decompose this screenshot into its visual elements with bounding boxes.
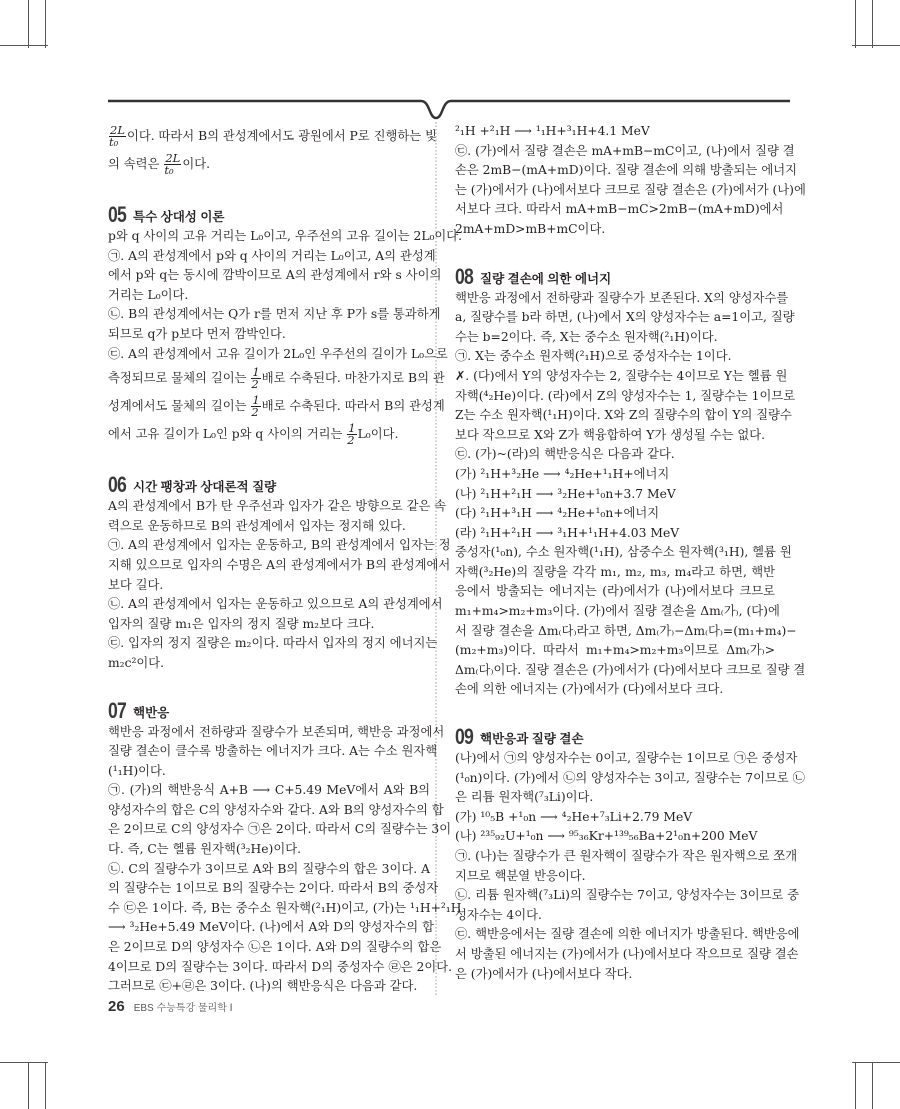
text-segment: 되므로 q가 p보다 먼저 깜박인다. — [108, 326, 286, 341]
text-line — [455, 906, 775, 926]
paragraph — [108, 860, 462, 997]
text-segment: ㉠. X는 중수소 원자핵(²₁H)으로 중성자수는 1이다. — [455, 349, 732, 364]
text-segment: 핵반응 과정에서 전하량과 질량수가 보존된다. X의 양성자수를 — [455, 290, 789, 305]
fraction — [347, 423, 356, 446]
paragraph — [108, 781, 452, 859]
text-segment: ㉠. A의 관성계에서 p와 q 사이의 거리는 L₀이고, A의 관성계 — [108, 248, 436, 263]
text-segment: 거리는 L₀이다. — [108, 287, 189, 302]
text-line — [108, 227, 463, 247]
text-line — [455, 641, 775, 661]
text-segment: (m₂+m₃)이다. 따라서 m₁+m₄>m₂+m₃이므로 Δm₍가₎> — [455, 643, 775, 658]
text-line — [108, 840, 430, 860]
text-line — [108, 654, 430, 674]
text-segment: 자핵(³₂He)의 질량을 각각 m₁, m₂, m₃, m₄라고 하면, 핵반 — [455, 564, 775, 579]
text-segment: (나) ²³⁵₉₂U+¹₀n ⟶ ⁹⁵₃₆Kr+¹³⁹₅₆Ba+2¹₀n+200 MeV — [455, 829, 758, 844]
equation-line — [455, 465, 775, 485]
text-line — [455, 200, 784, 220]
text-line — [108, 595, 443, 615]
paragraph — [108, 634, 438, 673]
paragraph — [108, 227, 463, 247]
text-segment: 에서 고유 길이가 L₀인 p와 q 사이의 거리는 — [108, 427, 347, 442]
text-line — [108, 781, 430, 801]
text-segment: 입자의 질량 m₁은 입자의 정지 질량 m₂보다 크다. — [108, 616, 375, 631]
text-line — [455, 220, 775, 240]
text-line — [108, 820, 452, 840]
fraction-denominator: t₀ — [164, 163, 174, 177]
paragraph — [108, 305, 441, 344]
text-line — [455, 788, 775, 808]
text-line — [455, 543, 792, 563]
text-segment: ㉢. 핵반응에서는 질량 결손에 의한 에너지가 방출된다. 핵반응에 — [455, 927, 800, 942]
text-segment: (가) ¹⁰₅B +¹₀n ⟶ ⁴₂He+⁷₃Li+2.79 MeV — [455, 809, 693, 824]
fraction — [109, 125, 126, 148]
text-segment: 서 방출된 에너지는 (가)에서가 (나)에서보다 작으므로 질량 결손 — [455, 946, 799, 961]
text-segment: 수 ㉢은 1이다. 즉, B는 중수소 원자핵(²₁H)이고, (가)는 ¹₁H+²₁H — [108, 900, 462, 915]
text-segment: ㉡. C의 질량수가 3이므로 A와 B의 질량수의 합은 3이다. A — [108, 861, 430, 876]
text-segment: 지해 있으므로 입자의 수명은 A의 관성계에서가 B의 관성계에서 — [108, 557, 451, 572]
text-segment: (¹₀n)이다. (가)에서 ㉡의 양성자수는 3이고, 질량수는 7이므로 ㉡ — [455, 770, 805, 785]
text-segment: 질량 결손이 클수록 방출하는 에너지가 크다. A는 수소 원자핵 — [108, 744, 438, 759]
text-line — [455, 122, 775, 142]
fraction-denominator: 2 — [251, 377, 259, 392]
equation-line — [455, 504, 775, 524]
text-segment: 서 질량 결손을 Δm₍다₎라고 하면, Δm₍가₎−Δm₍다₎=(m₁+m₄)− — [455, 623, 797, 638]
fraction-denominator: 2 — [347, 433, 355, 448]
text-line — [455, 886, 800, 906]
text-segment: 에서 p와 q는 동시에 깜박이므로 A의 관성계에서 r와 s 사이의 — [108, 268, 442, 283]
text-line — [455, 749, 798, 769]
text-line — [108, 266, 442, 286]
section-number: 07 — [108, 697, 126, 723]
text-segment: (가) ²₁H+³₂He ⟶ ⁴₂He+¹₁H+에너지 — [455, 466, 670, 481]
paragraph — [108, 497, 447, 536]
text-segment: 손에 의한 에너지는 (가)에서가 (다)에서보다 크다. — [455, 682, 724, 697]
text-line — [455, 847, 798, 867]
text-line — [455, 965, 775, 985]
text-line — [108, 497, 447, 517]
text-line — [455, 445, 775, 465]
text-line — [455, 925, 800, 945]
text-line — [108, 634, 438, 654]
text-line — [455, 308, 795, 328]
section-heading — [108, 698, 430, 722]
fraction — [251, 395, 260, 418]
paragraph — [455, 122, 775, 142]
equation-block — [455, 808, 775, 847]
text-segment: 배로 수축된다. 따라서 B의 관성계 — [261, 399, 445, 414]
text-segment: ⟶ ³₂He+5.49 MeV이다. (나)에서 A와 D의 양성자수의 합 — [108, 920, 434, 935]
text-line — [455, 289, 789, 309]
text-segment: m₂c²이다. — [108, 655, 165, 670]
text-line — [108, 615, 430, 635]
text-segment: ㉢. (가)~(라)의 핵반응식은 다음과 같다. — [455, 447, 675, 462]
text-segment: a, 질량수를 b라 하면, (나)에서 X의 양성자수는 a=1이고, 질량 — [455, 310, 795, 325]
text-segment: 그러므로 ㉢+㉣은 3이다. (나)의 핵반응식은 다음과 같다. — [108, 979, 418, 994]
section-title: 핵반응 — [133, 705, 170, 720]
text-segment: 의 질량수는 1이므로 B의 질량수는 2이다. 따라서 B의 중성자 — [108, 881, 439, 896]
equation-line — [455, 827, 775, 847]
page-footer — [108, 998, 233, 1015]
section-number: 06 — [108, 472, 126, 498]
text-segment: ㉢. (가)에서 질량 결손은 mA+mB−mC이고, (나)에서 질량 결 — [455, 143, 795, 158]
text-line — [455, 680, 775, 700]
text-segment: 자핵(⁴₂He)이다. (라)에서 Z의 양성자수는 1, 질량수는 1이므로 — [455, 388, 796, 403]
text-segment: (나)에서 ㉠의 양성자수는 0이고, 질량수는 1이므로 ㉠은 중성자 — [455, 751, 798, 766]
text-segment: 이다. — [182, 157, 210, 171]
text-segment: (라) ²₁H+²₁H ⟶ ³₁H+¹₁H+4.03 MeV — [455, 525, 680, 540]
text-line — [108, 286, 430, 306]
paragraph — [108, 723, 445, 782]
text-line — [455, 387, 796, 407]
text-line — [108, 517, 430, 537]
text-segment: 4이므로 D의 질량수는 3이다. 따라서 D의 중성자수 ㉣은 2이다. — [108, 959, 453, 974]
text-line — [108, 345, 448, 365]
text-segment: 은 2이므로 C의 양성자수 ㉠은 2이다. 따라서 C의 질량수는 3이 — [108, 822, 452, 837]
text-segment: A의 관성계에서 B가 탄 우주선과 입자가 같은 방향으로 같은 속 — [108, 499, 447, 514]
text-segment: 지므로 핵분열 반응이다. — [455, 868, 586, 883]
text-segment: 중성자(¹₀n), 수소 원자핵(¹₁H), 삼중수소 원자핵(³₁H), 헬륨 원 — [455, 545, 792, 560]
text-segment: 양성자수의 합은 C의 양성자수와 같다. A와 B의 양성자수의 합 — [108, 802, 444, 817]
text-line — [108, 860, 430, 880]
text-segment: 는 (가)에서가 (나)에서보다 크므로 질량 결손은 (가)에서가 (나)에 — [455, 182, 806, 197]
text-segment: 력으로 운동하므로 B의 관성계에서 입자는 정지해 있다. — [108, 518, 406, 533]
text-line — [108, 305, 441, 325]
fraction — [251, 367, 260, 390]
text-line — [455, 406, 792, 426]
book-title: EBS 수능특강 물리학 Ⅰ — [133, 1003, 233, 1014]
text-line — [455, 563, 775, 583]
section-number: 08 — [455, 263, 473, 289]
paragraph — [455, 543, 806, 700]
text-line — [108, 723, 445, 743]
text-line — [108, 762, 430, 782]
text-line — [455, 142, 795, 162]
section-heading — [455, 724, 775, 748]
text-segment: 보다 작으므로 X와 Z가 핵융합하여 Y가 생성될 수는 없다. — [455, 427, 766, 442]
text-line — [108, 801, 444, 821]
text-segment: 성계에서도 물체의 길이는 — [108, 399, 251, 414]
text-line — [108, 556, 451, 576]
text-line — [455, 328, 775, 348]
equation-line — [455, 524, 775, 544]
text-line — [108, 420, 430, 448]
text-line — [108, 364, 445, 392]
paragraph — [455, 289, 795, 348]
text-line — [455, 161, 797, 181]
text-segment: ㉢. A의 관성계에서 고유 길이가 2L₀인 우주선의 길이가 L₀으로 — [108, 346, 448, 361]
text-line — [108, 576, 430, 596]
text-line — [455, 661, 806, 681]
page-number: 26 — [108, 998, 125, 1015]
text-segment: ²₁H +²₁H ⟶ ¹₁H+³₁H+4.1 MeV — [455, 124, 650, 138]
text-line — [455, 347, 775, 367]
fraction-numerator: 1 — [348, 421, 356, 436]
text-line — [108, 977, 430, 997]
text-segment: 서보다 크다. 따라서 mA+mB−mC>2mB−(mA+mD)에서 — [455, 202, 784, 217]
text-line — [108, 918, 434, 938]
paragraph — [108, 536, 451, 595]
paragraph — [455, 847, 798, 886]
equation-line — [455, 808, 775, 828]
text-segment: ㉡. A의 관성계에서 입자는 운동하고 있으므로 A의 관성계에서 — [108, 597, 443, 612]
text-segment: 2mA+mD>mB+mC이다. — [455, 221, 606, 236]
text-line — [108, 325, 430, 345]
section-number: 05 — [108, 202, 126, 227]
text-line — [108, 536, 451, 556]
right-column — [455, 122, 806, 984]
equation-block — [455, 465, 775, 543]
fraction-denominator: 2 — [251, 405, 259, 420]
text-segment: (다) ²₁H+³₁H ⟶ ⁴₂He+¹₀n+에너지 — [455, 506, 660, 521]
text-segment: L₀이다. — [357, 427, 399, 442]
text-segment: 응에서 방출되는 에너지는 (라)에서가 (나)에서보다 크므로 — [455, 584, 775, 599]
text-line — [455, 367, 788, 387]
fraction-numerator: 1 — [252, 393, 260, 408]
text-segment: Z는 수소 원자핵(¹₁H)이다. X와 Z의 질량수의 합이 Y의 질량수 — [455, 408, 792, 423]
fraction-numerator: 1 — [252, 365, 260, 380]
section-title: 특수 상대성 이론 — [133, 210, 225, 224]
text-segment: 핵반응 과정에서 전하량과 질량수가 보존되며, 핵반응 과정에서 — [108, 724, 445, 739]
text-segment: 은 (가)에서가 (나)에서보다 작다. — [455, 966, 633, 981]
paragraph — [108, 122, 437, 178]
section-heading — [108, 472, 430, 496]
paragraph — [455, 142, 806, 240]
fraction-numerator: 2L — [165, 151, 181, 165]
text-line — [108, 742, 438, 762]
text-segment: ㉠. A의 관성계에서 입자는 운동하고, B의 관성계에서 입자는 정 — [108, 538, 451, 553]
fraction-numerator: 2L — [110, 123, 125, 137]
text-line — [108, 879, 439, 899]
section-title: 핵반응과 질량 결손 — [480, 732, 584, 747]
text-line — [455, 181, 806, 201]
paragraph — [455, 925, 800, 984]
paragraph — [108, 345, 448, 449]
text-segment: m₁+m₄>m₂+m₃이다. (가)에서 질량 결손을 Δm₍가₎, (다)에 — [455, 604, 780, 619]
text-line — [455, 867, 775, 887]
text-line — [455, 945, 799, 965]
paragraph — [455, 749, 805, 808]
text-segment: 손은 2mB−(mA+mD)이다. 질량 결손에 의해 방출되는 에너지 — [455, 163, 797, 178]
text-segment: ㉢. 입자의 정지 질량은 m₂이다. 따라서 입자의 정지 에너지는 — [108, 636, 438, 651]
text-segment: 성자수는 4이다. — [455, 907, 542, 922]
paragraph — [455, 347, 775, 367]
text-segment: ✗. (다)에서 Y의 양성자수는 2, 질량수는 4이므로 Y는 헬륨 원 — [455, 368, 788, 383]
paragraph — [108, 595, 443, 634]
fraction — [164, 153, 181, 176]
text-segment: 배로 수축된다. 마찬가지로 B의 관 — [261, 371, 445, 386]
section-heading — [108, 202, 430, 226]
text-line — [108, 938, 442, 958]
text-segment: 은 리튬 원자핵(⁷₃Li)이다. — [455, 790, 594, 805]
text-segment: 이다. 따라서 B의 관성계에서도 광원에서 P로 진행하는 빛 — [126, 129, 437, 143]
text-segment: 의 속력은 — [108, 157, 164, 171]
text-line — [108, 150, 430, 178]
text-line — [108, 899, 462, 919]
section-title: 질량 결손에 의한 에너지 — [480, 271, 612, 286]
text-segment: 보다 길다. — [108, 577, 164, 592]
text-segment: 은 2이므로 D의 양성자수 ㉡은 1이다. A와 D의 질량수의 합은 — [108, 940, 442, 955]
text-line — [455, 602, 780, 622]
text-line — [455, 426, 775, 446]
text-segment: ㉡. 리튬 원자핵(⁷₃Li)의 질량수는 7이고, 양성자수는 3이므로 중 — [455, 888, 800, 903]
text-line — [455, 622, 797, 642]
text-segment: 수는 b=2이다. 즉, X는 중수소 원자핵(²₁H)이다. — [455, 329, 718, 344]
paragraph — [455, 367, 796, 445]
fraction-denominator: t₀ — [109, 135, 119, 149]
paragraph — [455, 886, 800, 925]
text-segment: 측정되므로 물체의 길이는 — [108, 371, 251, 386]
paragraph — [455, 445, 775, 465]
equation-line — [455, 485, 775, 505]
text-segment: p와 q 사이의 고유 거리는 L₀이고, 우주선의 고유 길이는 2L₀이다. — [108, 229, 463, 243]
text-segment: ㉡. B의 관성계에서는 Q가 r를 먼저 지난 후 P가 s를 통과하게 — [108, 307, 441, 322]
left-column — [108, 122, 463, 997]
text-line — [108, 392, 445, 420]
text-segment: (¹₁H)이다. — [108, 763, 166, 778]
text-line — [108, 122, 437, 150]
text-line — [455, 769, 805, 789]
text-line — [455, 582, 775, 602]
section-number: 09 — [455, 724, 473, 750]
text-line — [108, 958, 453, 978]
text-segment: ㉠. (가)의 핵반응식 A+B ⟶ C+5.49 MeV에서 A와 B의 — [108, 783, 430, 798]
text-segment: 다. 즉, C는 헬륨 원자핵(³₂He)이다. — [108, 842, 302, 857]
section-heading — [455, 264, 775, 288]
text-segment: (나) ²₁H+²₁H ⟶ ³₂He+¹₀n+3.7 MeV — [455, 486, 676, 501]
text-segment: ㉠. (나)는 질량수가 큰 원자핵이 질량수가 작은 원자핵으로 쪼개 — [455, 849, 798, 863]
text-segment: Δm₍다₎이다. 질량 결손은 (가)에서가 (다)에서보다 크므로 질량 결 — [455, 662, 806, 677]
paragraph — [108, 247, 442, 306]
section-title: 시간 팽창과 상대론적 질량 — [133, 480, 277, 495]
text-line — [108, 247, 436, 267]
